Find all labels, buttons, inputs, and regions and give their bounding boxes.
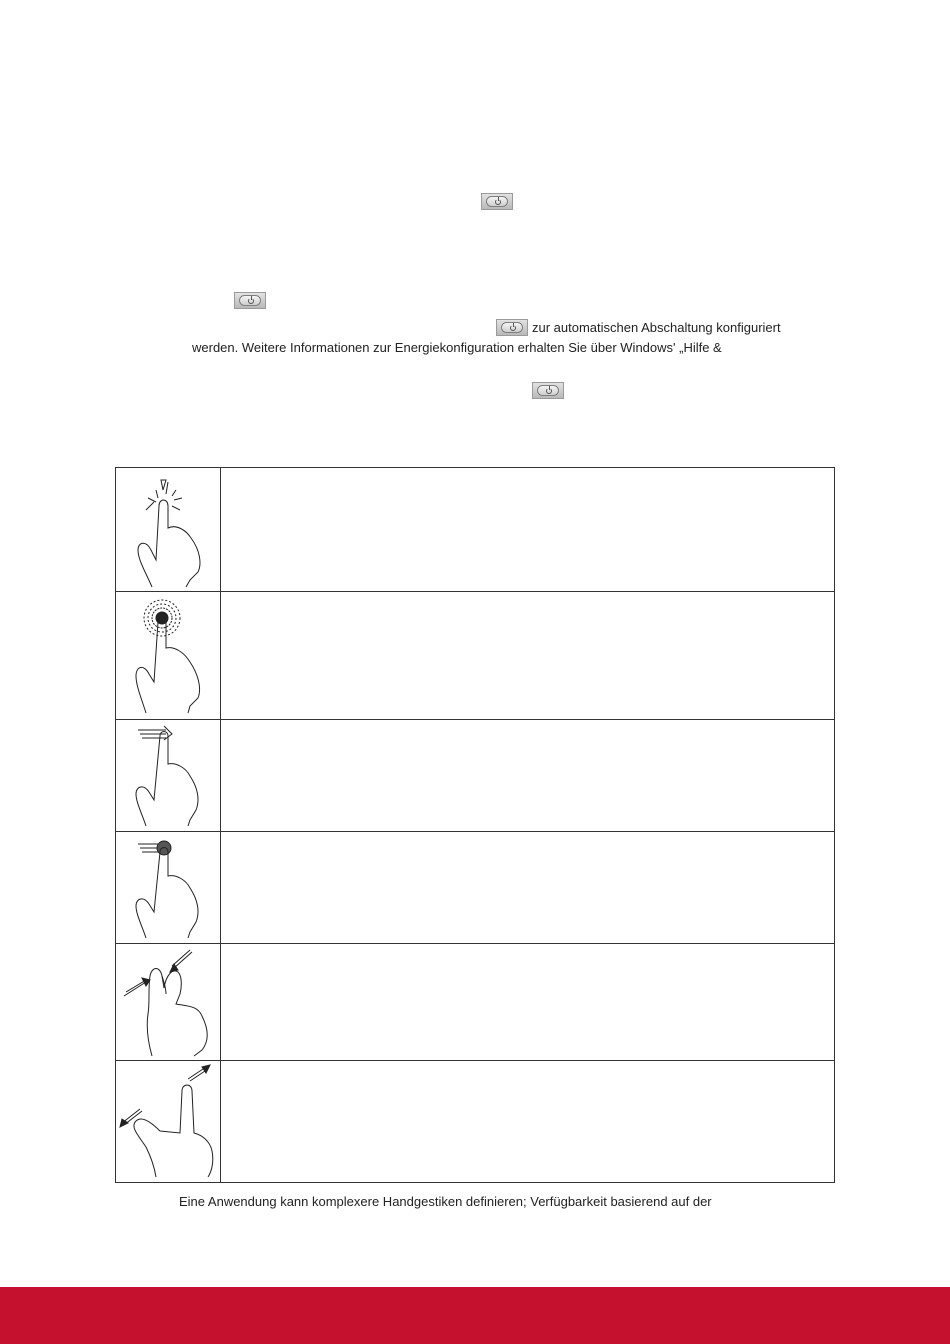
pinch-gesture-description (222, 944, 834, 1060)
power-button-icon-1 (481, 193, 513, 210)
power-pill (486, 196, 508, 207)
stretch-gesture-icon (116, 1061, 221, 1182)
gesture-footnote: Eine Anwendung kann komplexere Handgestiken definieren; Verfügbarkeit basierend auf der (179, 1194, 712, 1209)
power-icon (510, 325, 516, 331)
pan-gesture-description (222, 832, 834, 943)
pan-gesture-graphic (116, 832, 220, 943)
gesture-row-tap (116, 468, 834, 592)
power-pill (537, 385, 559, 396)
power-icon (546, 388, 552, 394)
energy-config-text: werden. Weitere Informationen zur Energiekonfiguration erhalten Sie über Windows' „Hilfe & (192, 340, 722, 355)
press-hold-gesture-graphic (116, 592, 220, 719)
flick-gesture-graphic (116, 720, 220, 831)
auto-shutdown-text: zur automatischen Abschaltung konfiguriert (532, 320, 781, 335)
footer-bar (0, 1287, 950, 1344)
gesture-table (115, 467, 835, 1183)
power-button-icon-3 (496, 319, 528, 336)
power-button-icon-4 (532, 382, 564, 399)
pan-gesture-icon (116, 832, 221, 943)
tap-gesture-icon (116, 468, 221, 591)
gesture-row-pinch (116, 944, 834, 1061)
press-and-hold-gesture-icon (116, 592, 221, 719)
power-button-icon-2 (234, 292, 266, 309)
gesture-row-pan (116, 832, 834, 944)
pinch-gesture-graphic (116, 944, 220, 1060)
power-pill (501, 322, 523, 333)
flick-gesture-description (222, 720, 834, 831)
tap-gesture-graphic (116, 468, 220, 591)
stretch-gesture-description (222, 1061, 834, 1182)
gesture-row-stretch (116, 1061, 834, 1182)
flick-gesture-icon (116, 720, 221, 831)
power-icon (248, 298, 254, 304)
stretch-gesture-graphic (116, 1061, 220, 1181)
gesture-row-press-hold (116, 592, 834, 720)
tap-gesture-description (222, 468, 834, 591)
gesture-row-flick (116, 720, 834, 832)
power-icon (495, 199, 501, 205)
press-hold-gesture-description (222, 592, 834, 719)
power-pill (239, 295, 261, 306)
pinch-gesture-icon (116, 944, 221, 1060)
